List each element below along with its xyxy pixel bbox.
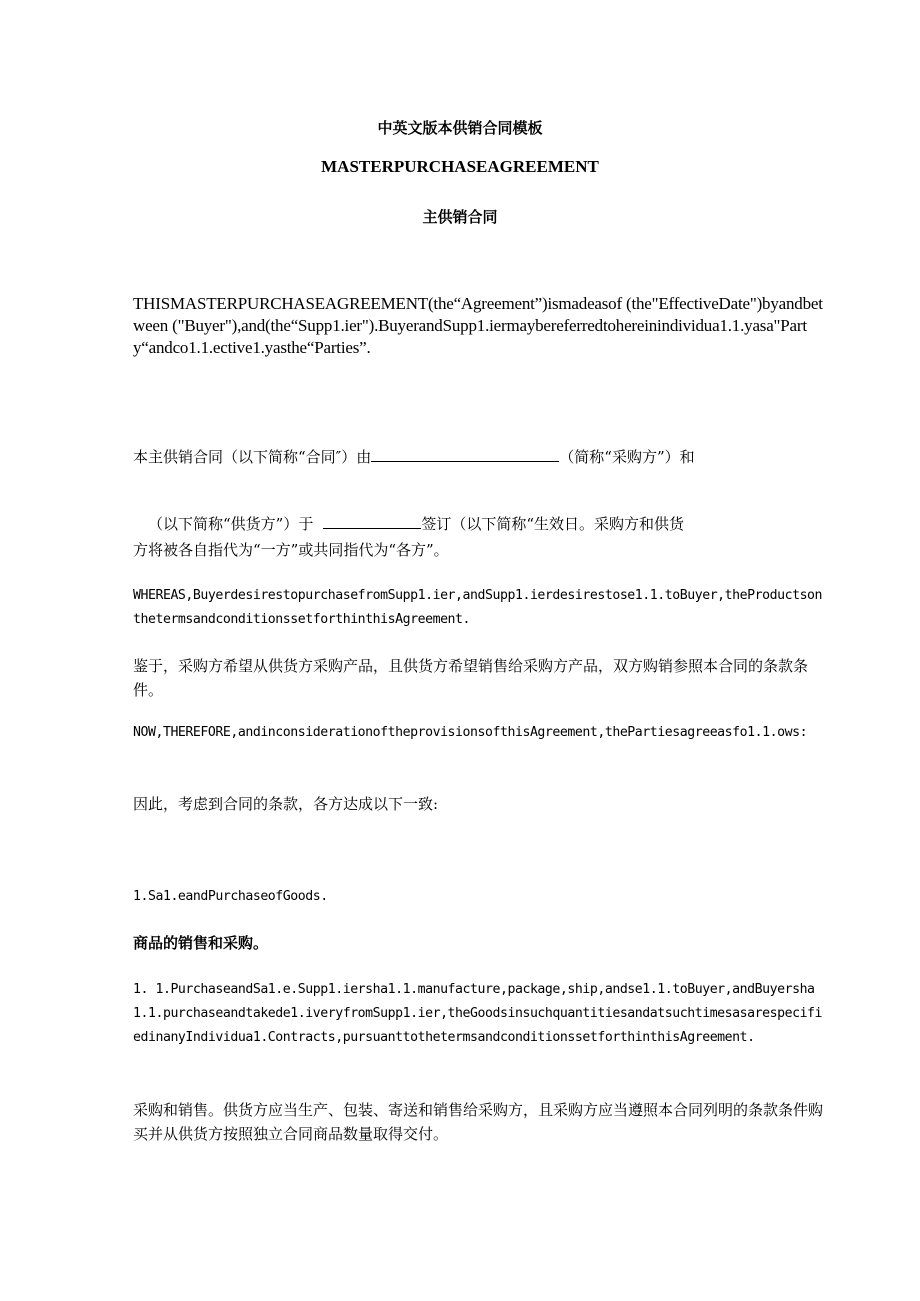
- document-heading-cn: 中英文版本供销合同模板: [377, 119, 543, 137]
- clause-1-1-paragraph-en: 1. 1.PurchaseandSa1.e.Supp1.iersha1.1.manufacture,package,ship,andse1.1.toBuyer,andBuyersha1.1.purchaseandtakede1.iveryfromSupp1.ier,theGoodsinsuchquantitiesandatsuchtimesasarespecifiedinanyIndividua1.Contracts,pursuanttothetermsandconditionssetforthinthisAgreement.: [133, 982, 823, 1045]
- whereas-paragraph-cn: 鉴于，采购方希望从供货方采购产品，且供货方希望销售给采购方产品，双方购销参照本合同的条款条件。: [133, 657, 809, 699]
- buyer-name-blank: [371, 447, 559, 462]
- document-heading-en: MASTERPURCHASEAGREEMENT: [321, 157, 599, 176]
- intro-paragraph-cn-line3: 方将被各自指代为“一方”或共同指代为“各方”。: [133, 541, 449, 559]
- now-therefore-paragraph-en: NOW,THEREFORE,andinconsiderationoftheprovisionsofthisAgreement,thePartiesagreeasfo1.1.ows:: [133, 725, 808, 740]
- intro-cn-text-d: 签订（以下简称“生效日。采购方和供货: [421, 515, 685, 533]
- whereas-paragraph-en: WHEREAS,BuyerdesirestopurchasefromSupp1.ier,andSupp1.ierdesirestose1.1.toBuyer,theProductsonthetermsandconditionssetforthinthisAgreement.: [133, 588, 823, 627]
- intro-paragraph-cn-line2: [148, 513, 824, 536]
- intro-paragraph-en: THISMASTERPURCHASEAGREEMENT(the“Agreement”)ismadeasof (the"EffectiveDate")byandbetween ("Buyer"),and(the“Supp1.ier").BuyerandSupp1.iermaybereferredtohereinindividua1.1.yasa"Party“andco1.1.ective1.yasthe“Parties”.: [133, 294, 823, 357]
- intro-paragraph-cn-line1: [133, 446, 823, 469]
- effective-date-blank: [323, 514, 421, 529]
- section-1-heading-en: 1.Sa1.eandPurchaseofGoods.: [133, 889, 328, 904]
- intro-cn-text-c: （以下简称“供货方”）于: [148, 515, 314, 533]
- document-subheading-cn: 主供销合同: [422, 208, 498, 226]
- intro-cn-text-a: 本主供销合同（以下简称“合同″）由: [133, 448, 372, 466]
- section-1-heading-cn: 商品的销售和采购。: [133, 934, 269, 952]
- clause-1-1-paragraph-cn: 采购和销售。供货方应当生产、包装、寄送和销售给采购方，且采购方应当遵照本合同列明的条款条件购买并从供货方按照独立合同商品数量取得交付。: [133, 1101, 824, 1143]
- now-therefore-paragraph-cn: 因此，考虑到合同的条款，各方达成以下一致:: [133, 795, 439, 813]
- intro-cn-text-b: （简称“采购方”）和: [559, 448, 695, 466]
